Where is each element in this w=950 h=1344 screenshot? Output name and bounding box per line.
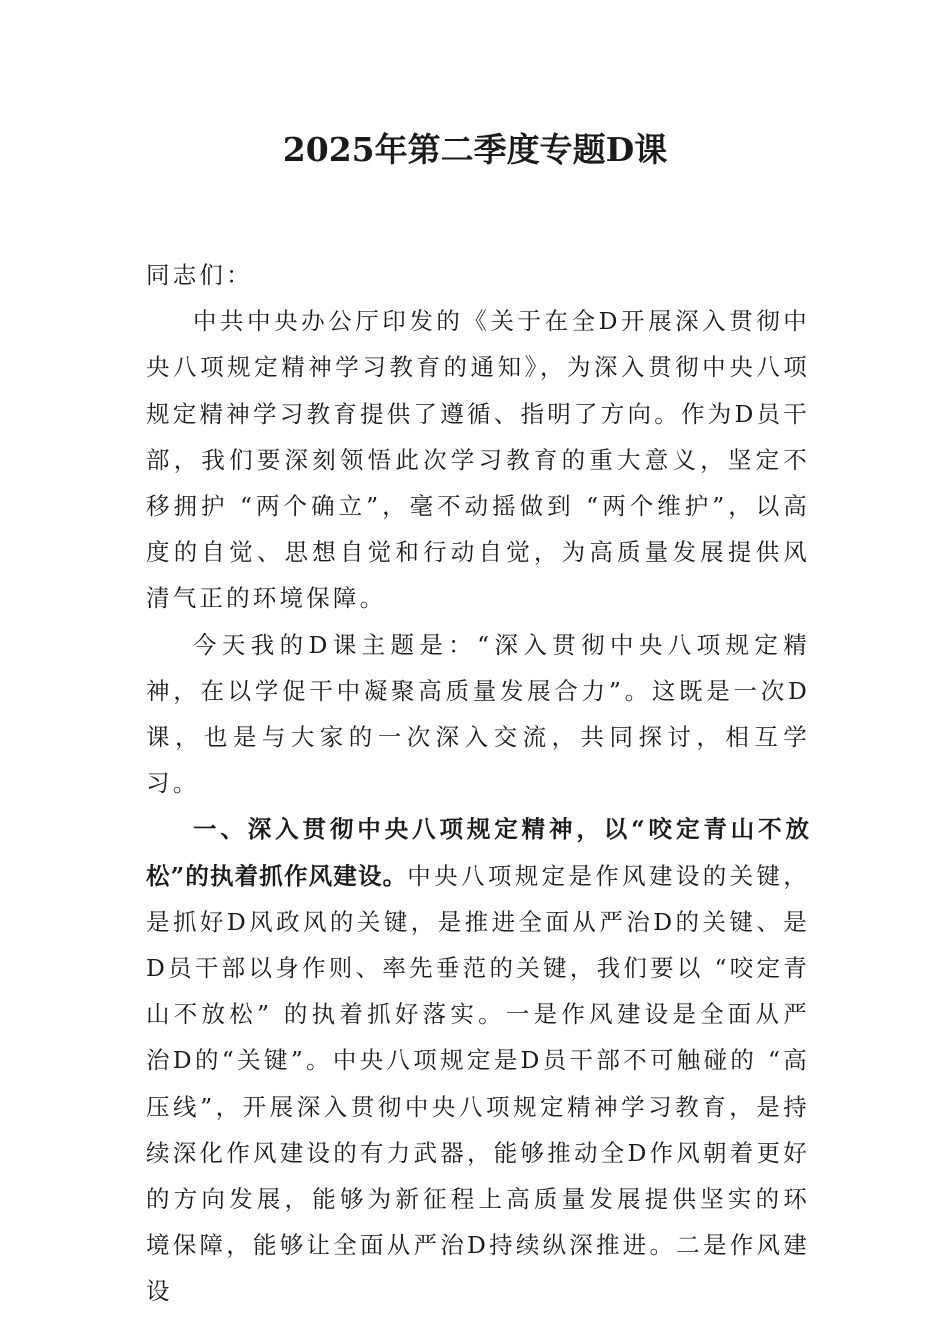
paragraph-topic: 今天我的D课主题是：“深入贯彻中央八项规定精神，在以学促干中凝聚高质量发展合力”。这既是一次D课，也是与大家的一次深入交流，共同探讨，相互学习。	[146, 630, 810, 798]
section-1-heading: 一、深入贯彻中央八项规定精神，以“咬定青山不放松”的执着抓作风建设。	[146, 815, 810, 890]
document-body	[146, 252, 810, 1315]
section-1-paragraph	[146, 806, 810, 1314]
salutation: 同志们：	[146, 261, 253, 289]
document-title: 2025年第二季度专题D课	[282, 130, 668, 169]
section-1-text: 中央八项规定是作风建设的关键，是抓好D风政风的关键，是推进全面从严治D的关键、是D员干部以身作则、率先垂范的关键，我们要以 “咬定青山不放松” 的执着抓好落实。一是作风建设是全面从严治D的“关键”。中央八项规定是D员干部不可触碰的 “高压线”，开展深入贯彻中央八项规定精神学习教育，是持续深化作风建设的有力武器，能够推动全D作风朝着更好的方向发展，能够为新征程上高质量发展提供坚实的环境保障，能够让全面从严治D持续纵深推进。二是作风建设	[146, 861, 810, 1306]
paragraph-intro: 中共中央办公厅印发的《关于在全D开展深入贯彻中央八项规定精神学习教育的通知》，为深入贯彻中央八项规定精神学习教育提供了遵循、指明了方向。作为D员干部，我们要深刻领悟此次学习教育的重大意义，坚定不移拥护 “两个确立”，毫不动摇做到 “两个维护”，以高度的自觉、思想自觉和行动自觉，为高质量发展提供风清气正的环境保障。	[146, 307, 810, 613]
